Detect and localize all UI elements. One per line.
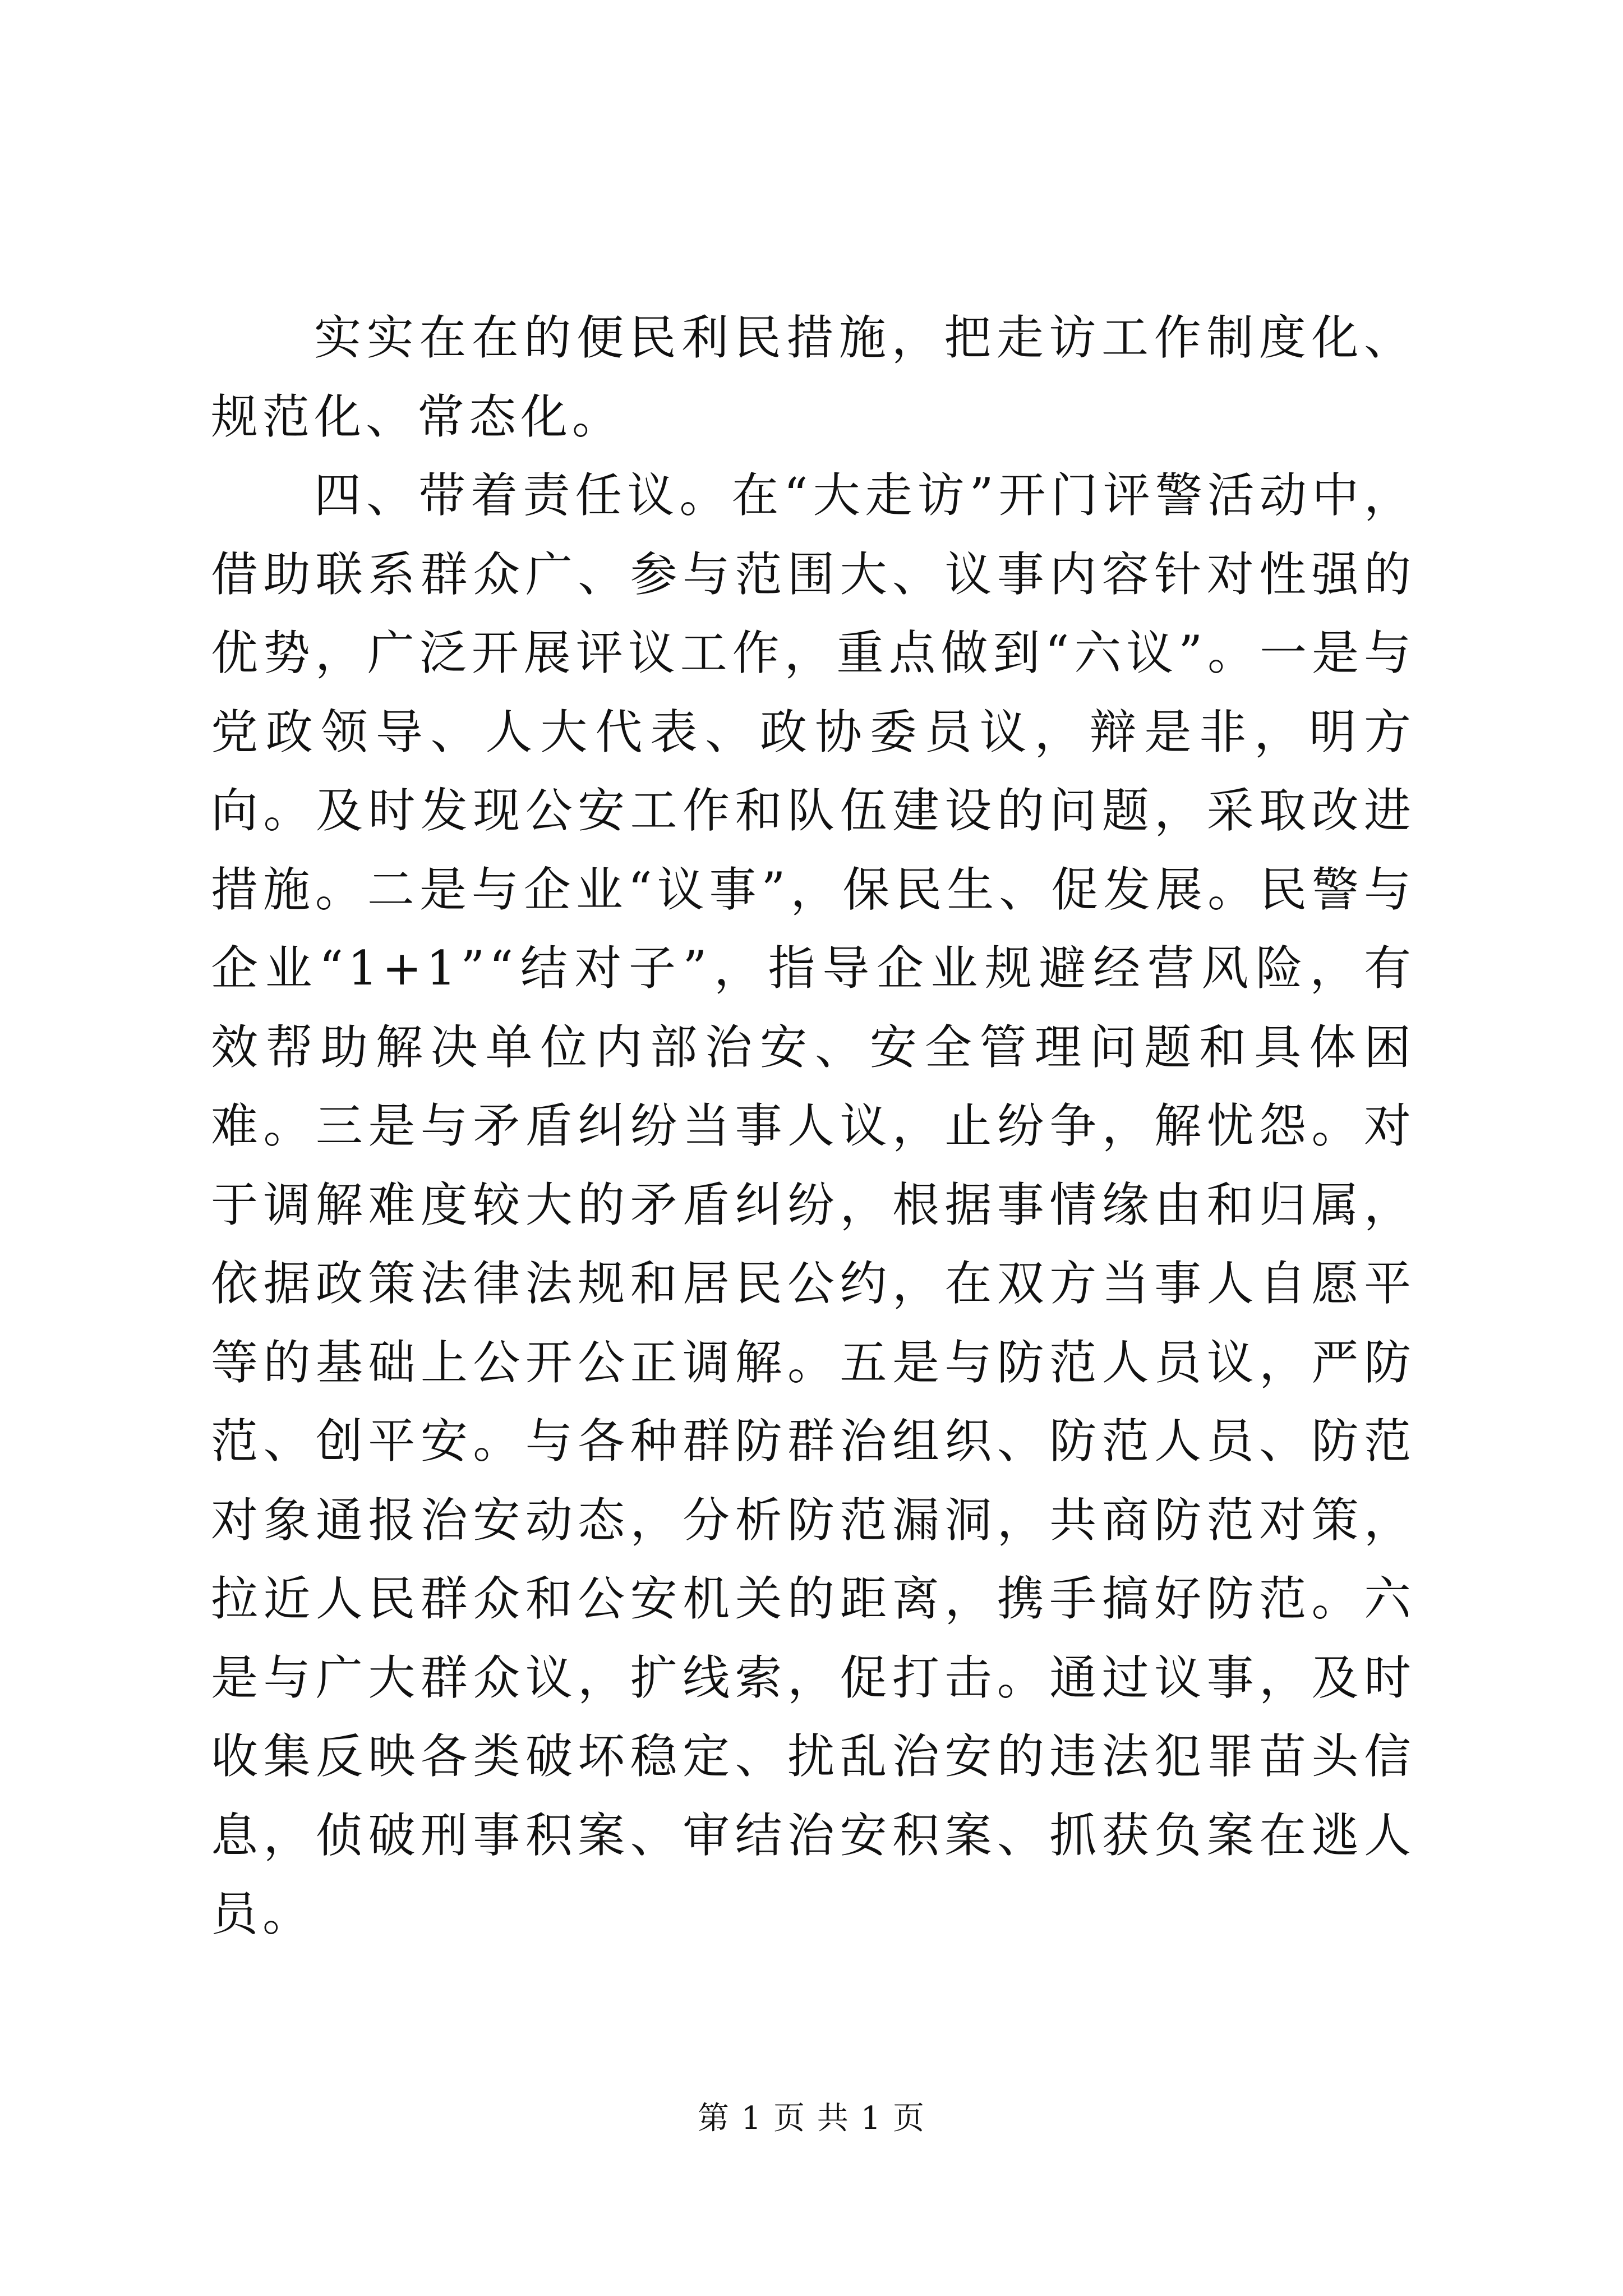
page-footer: 第 1 页 共 1 页 bbox=[697, 2100, 926, 2137]
paragraph-1: 实实在在的便民利民措施，把走访工作制度化、规范化、常态化。 bbox=[211, 310, 1415, 444]
document-body bbox=[211, 298, 1415, 1954]
paragraph-2: 四、带着责任议。在“大走访”开门评警活动中，借助联系群众广、参与范围大、议事内容针对性强的优势，广泛开展评议工作，重点做到“六议”。一是与党政领导、人大代表、政协委员议，辩是非，明方向。及时发现公安工作和队伍建设的问题，采取改进措施。二是与企业“议事”，保民生、促发展。民警与企业“1+1”“结对子”，指导企业规避经营风险，有效帮助解决单位内部治安、安全管理问题和具体困难。三是与矛盾纠纷当事人议，止纷争，解忧怨。对于调解难度较大的矛盾纠纷，根据事情缘由和归属，依据政策法律法规和居民公约，在双方当事人自愿平等的基础上公开公正调解。五是与防范人员议，严防范、创平安。与各种群防群治组织、防范人员、防范对象通报治安动态，分析防范漏洞，共商防范对策，拉近人民群众和公安机关的距离，携手搞好防范。六是与广大群众议，扩线索，促打击。通过议事，及时收集反映各类破坏稳定、扰乱治安的违法犯罪苗头信息，侦破刑事积案、审结治安积案、抓获负案在逃人员。 bbox=[211, 468, 1415, 1941]
